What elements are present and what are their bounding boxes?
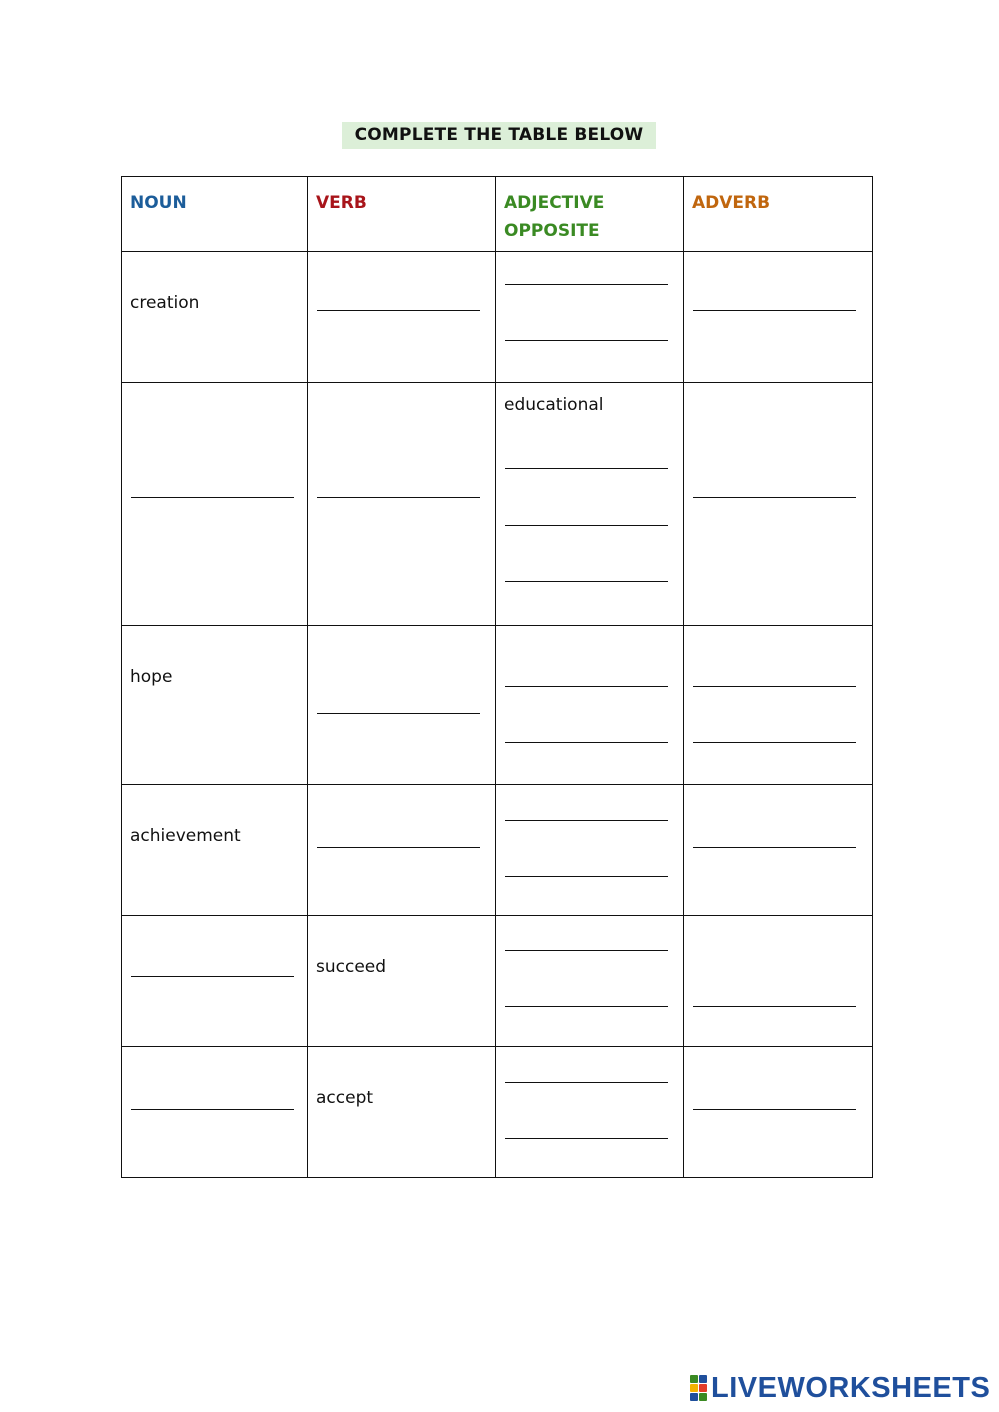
cell-noun [122,1047,308,1178]
cell-noun [122,383,308,626]
answer-blank[interactable] [505,686,668,687]
header-noun: NOUN [122,177,308,252]
answer-blank[interactable] [505,468,668,469]
table-row [122,626,873,785]
liveworksheets-logo-text: LIVEWORKSHEETS [711,1371,991,1404]
answer-blank[interactable] [693,1006,856,1007]
word-forms-table [121,176,873,1178]
header-adverb: ADVERB [684,177,873,252]
answer-blank[interactable] [693,310,856,311]
worksheet-title: COMPLETE THE TABLE BELOW [342,122,656,149]
cell-verb [308,1047,496,1178]
cell-adverb [684,383,873,626]
answer-blank[interactable] [131,976,294,977]
liveworksheets-logo [690,1372,990,1404]
word-creation: creation [130,293,200,313]
table-row [122,383,873,626]
table-row [122,785,873,916]
cell-adverb [684,252,873,383]
answer-blank[interactable] [131,497,294,498]
table-row [122,252,873,383]
cell-verb [308,785,496,916]
cell-adjective [496,1047,684,1178]
answer-blank[interactable] [505,581,668,582]
header-verb: VERB [308,177,496,252]
header-adjective-opposite [496,177,684,252]
answer-blank[interactable] [693,1109,856,1110]
answer-blank[interactable] [317,847,480,848]
header-adjective: ADJECTIVE [504,193,605,213]
answer-blank[interactable] [693,742,856,743]
cell-adjective [496,916,684,1047]
cell-adverb [684,916,873,1047]
answer-blank[interactable] [505,284,668,285]
cell-verb [308,383,496,626]
cell-verb [308,252,496,383]
answer-blank[interactable] [505,340,668,341]
liveworksheets-logo-icon [690,1375,707,1401]
word-hope: hope [130,667,173,687]
answer-blank[interactable] [317,497,480,498]
cell-noun [122,252,308,383]
cell-adjective [496,252,684,383]
answer-blank[interactable] [693,497,856,498]
cell-verb [308,626,496,785]
table-row [122,916,873,1047]
cell-noun [122,626,308,785]
cell-adjective [496,383,684,626]
answer-blank[interactable] [317,310,480,311]
cell-adjective [496,626,684,785]
answer-blank[interactable] [317,713,480,714]
answer-blank[interactable] [131,1109,294,1110]
word-educational: educational [504,395,604,415]
answer-blank[interactable] [505,950,668,951]
word-achievement: achievement [130,826,241,846]
cell-verb [308,916,496,1047]
cell-noun [122,916,308,1047]
header-opposite: OPPOSITE [504,221,600,241]
cell-noun [122,785,308,916]
header-row [122,177,873,252]
cell-adjective [496,785,684,916]
table-row [122,1047,873,1178]
answer-blank[interactable] [505,525,668,526]
word-accept: accept [316,1088,374,1108]
answer-blank[interactable] [505,1082,668,1083]
answer-blank[interactable] [505,742,668,743]
answer-blank[interactable] [505,876,668,877]
cell-adverb [684,1047,873,1178]
answer-blank[interactable] [693,686,856,687]
answer-blank[interactable] [505,1138,668,1139]
answer-blank[interactable] [693,847,856,848]
answer-blank[interactable] [505,1006,668,1007]
cell-adverb [684,785,873,916]
answer-blank[interactable] [505,820,668,821]
word-succeed: succeed [316,957,387,977]
cell-adverb [684,626,873,785]
